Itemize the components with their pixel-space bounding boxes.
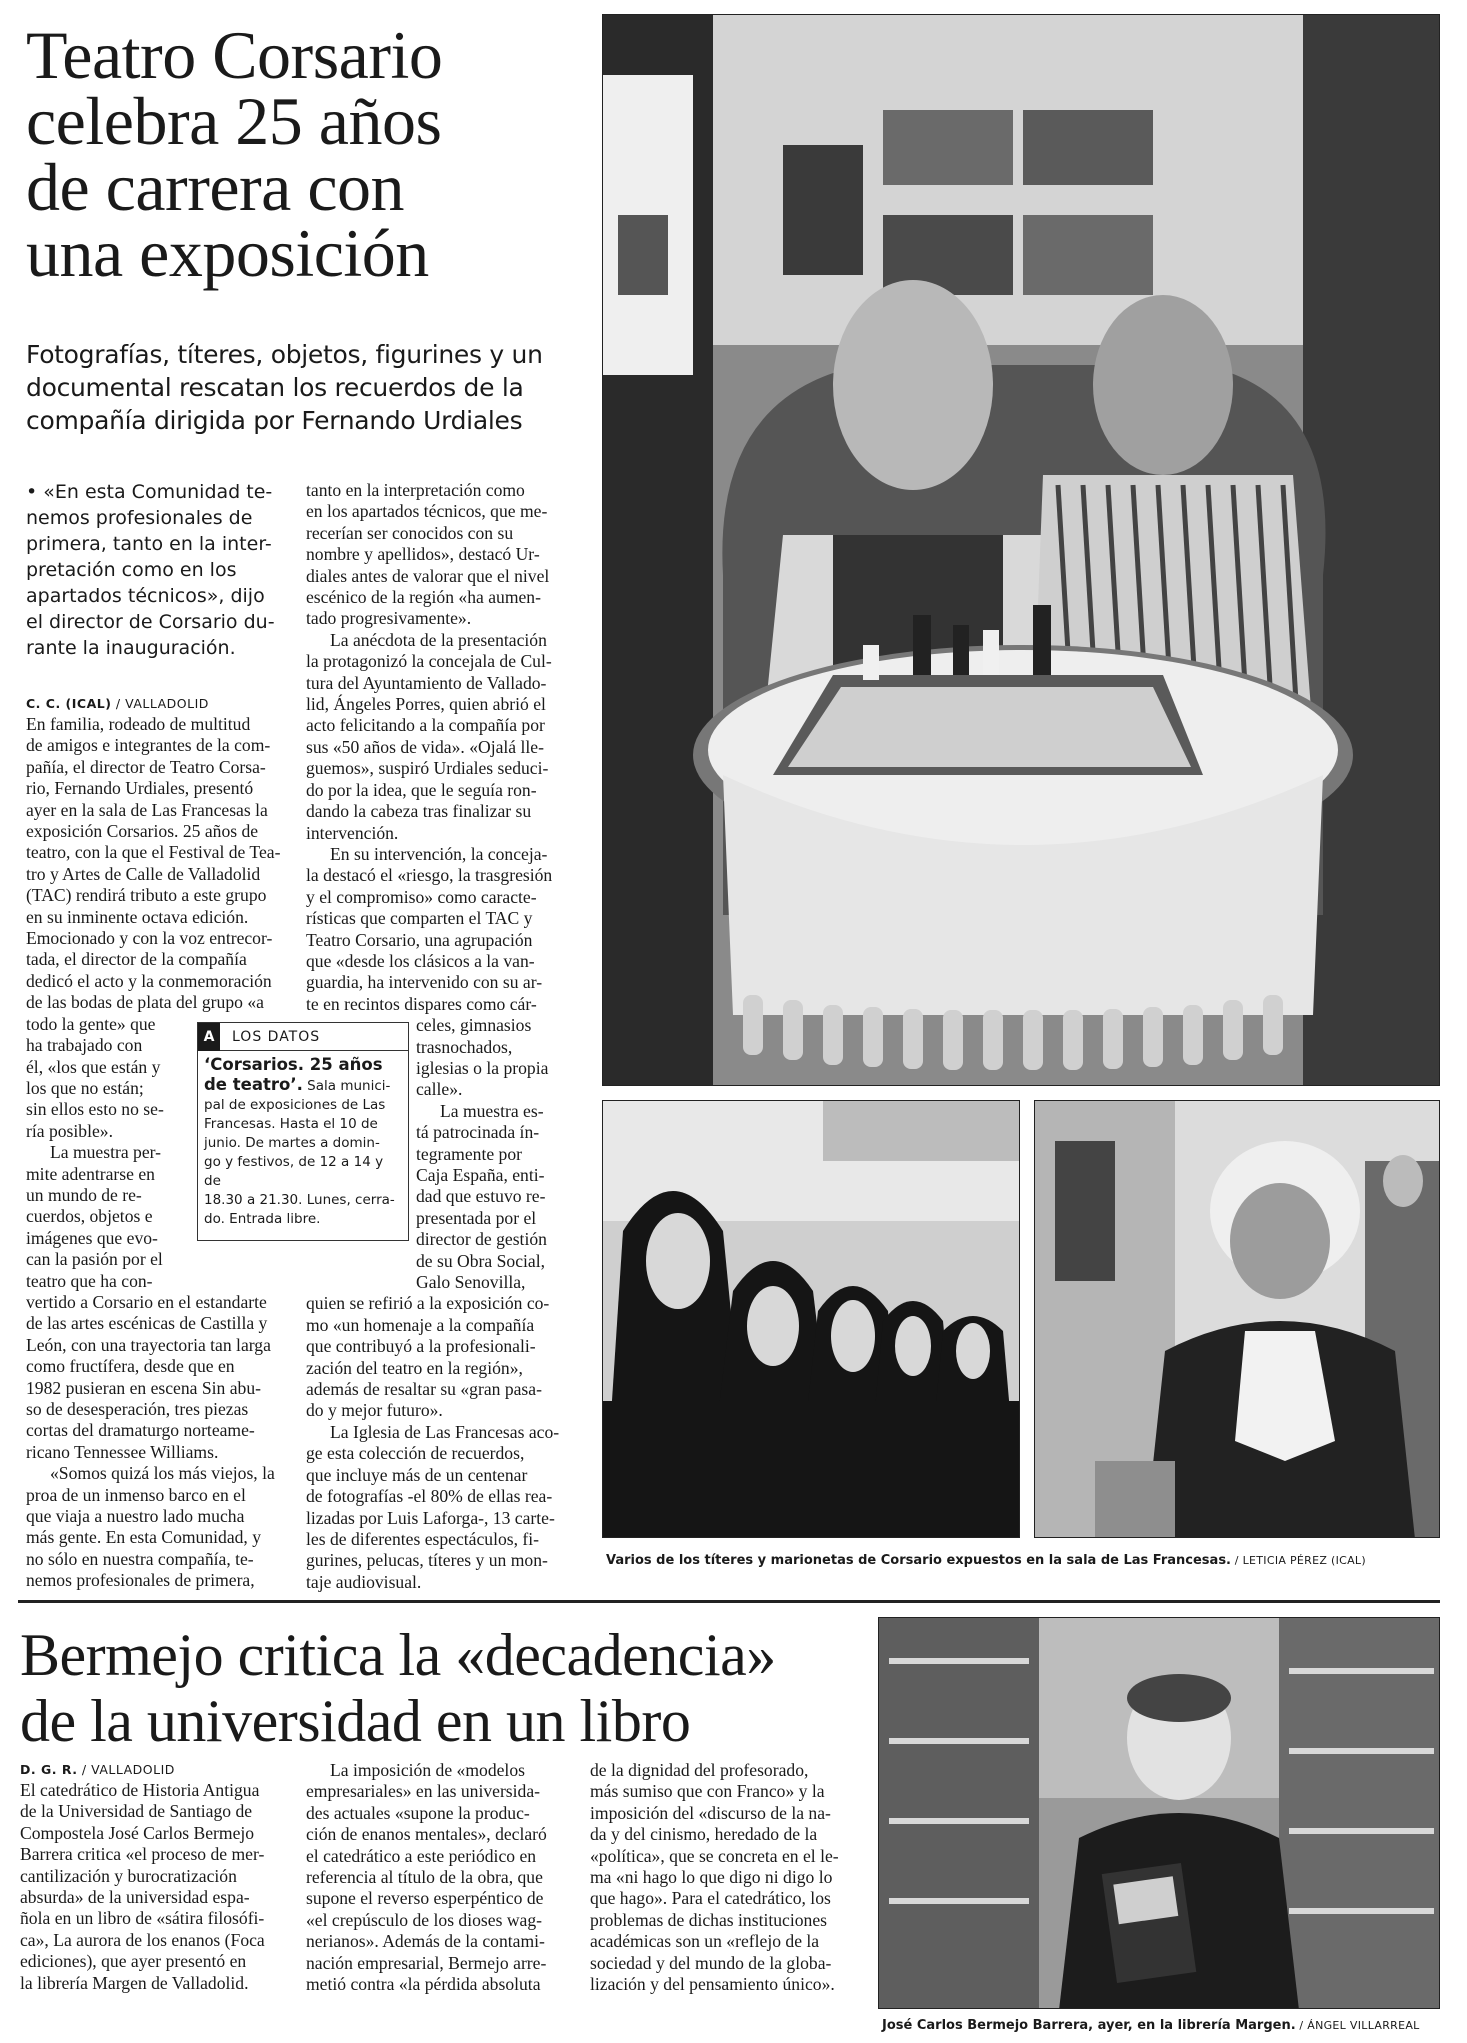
headline-line: de carrera con <box>26 149 405 225</box>
article2-headline <box>20 1622 880 1754</box>
text-line: de las bodas de plata del grupo «a <box>26 992 264 1013</box>
text-line: gurines, pelucas, títeres y un mon- <box>306 1550 548 1571</box>
text-line: tada, el director de la compañía <box>26 949 247 970</box>
text-line: dad que estuvo re- <box>416 1186 546 1207</box>
text-line: pañía, el director de Teatro Corsa- <box>26 756 266 777</box>
text-line: ha trabajado con <box>26 1035 143 1056</box>
text-line: más sumiso que con Franco» y la <box>590 1781 825 1802</box>
text-line: escénico de la región «ha aumen- <box>306 587 541 608</box>
text-line: exposición Corsarios. 25 años de <box>26 821 259 842</box>
text-line: sus «50 años de vida». «Ojalá lle- <box>306 736 544 757</box>
text-line: de las artes escénicas de Castilla y <box>26 1313 268 1334</box>
headline-line: Bermejo critica la «decadencia» <box>20 1622 776 1688</box>
puppets-chess-image <box>603 15 1440 1086</box>
text-line: en los apartados técnicos, que me- <box>306 501 548 522</box>
lead-line: nemos profesionales de <box>26 507 253 529</box>
text-line: como fructífera, desde que en <box>26 1356 235 1377</box>
text-line: empresariales» en las universida- <box>306 1781 541 1802</box>
text-line: ñola en un libro de «sátira filosófi- <box>20 1908 265 1929</box>
text-line: «Somos quizá los más viejos, la <box>50 1463 275 1484</box>
text-line: sociedad y del mundo de la globa- <box>590 1952 832 1973</box>
text-line: Caja España, enti- <box>416 1165 545 1185</box>
text-line: calle». <box>416 1079 463 1100</box>
text-line: lizadas por Luis Laforga-, 13 carte- <box>306 1507 555 1528</box>
datos-logo-icon: A <box>198 1023 220 1051</box>
text-line: 1982 pusieran en escena Sin abu- <box>26 1377 261 1398</box>
lead-line: pretación como en los <box>26 559 237 581</box>
text-line: dedicó el acto y la conmemoración <box>26 970 272 991</box>
article2-column-1 <box>20 1780 286 1994</box>
text-line: mite adentrarse en <box>26 1163 155 1184</box>
text-line: más gente. En esta Comunidad, y <box>26 1527 262 1548</box>
text-line: guemos», suspiró Urdiales seduci- <box>306 758 549 779</box>
text-line: cantilización y burocratización <box>20 1865 237 1886</box>
text-line: La muestra per- <box>50 1142 162 1163</box>
text-line: des actuales «supone la produc- <box>306 1802 530 1823</box>
text-line: Teatro Corsario, una agrupación <box>306 929 533 950</box>
text-line: quien se refirió a la exposición co- <box>306 1293 550 1314</box>
text-line: zación del teatro en la región», <box>306 1357 523 1378</box>
text-line: vertido a Corsario en el estandarte <box>26 1291 267 1312</box>
text-line: además de resaltar su «gran pasa- <box>306 1379 542 1400</box>
text-line: todo la gente» que <box>26 1013 156 1034</box>
datos-header <box>198 1023 408 1051</box>
text-line: supone el reverso esperpéntico de <box>306 1888 544 1909</box>
text-line: imágenes que evo- <box>26 1227 158 1248</box>
headline-line: una exposición <box>26 215 429 291</box>
text-line: él, «los que están y <box>26 1056 161 1077</box>
text-line: que «desde los clásicos a la van- <box>306 950 535 971</box>
text-line: can la pasión por el <box>26 1249 163 1270</box>
article1-byline: C. C. (ICAL) / VALLADOLID <box>26 696 209 711</box>
text-line: metió contra «la pérdida absoluta <box>306 1974 541 1995</box>
text-line: Compostela José Carlos Bermejo <box>20 1822 255 1843</box>
text-line: lid, Ángeles Porres, quien abrió el <box>306 694 546 715</box>
text-line: Galo Senovilla, <box>416 1272 526 1293</box>
hooded-figures-image <box>603 1101 1020 1538</box>
text-line: de la Universidad de Santiago de <box>20 1801 253 1822</box>
text-line: «política», que se concreta en el le- <box>590 1845 839 1866</box>
article1-photo-caption: Varios de los títeres y marionetas de Corsario expuestos en la sala de Las Francesas. / LETICIA PÉREZ (ICAL) <box>606 1553 1366 1568</box>
deck-line: Fotografías, títeres, objetos, figurines y un <box>26 340 543 369</box>
text-line: académicas son un «reflejo de la <box>590 1931 820 1952</box>
article1-deck <box>26 338 606 437</box>
datos-title: ‘Corsarios. 25 años <box>204 1055 383 1074</box>
text-line: Emocionado y con la voz entrecor- <box>26 928 273 949</box>
text-line: rísticas que comparten el TAC y <box>306 908 533 929</box>
headline-line: Teatro Corsario <box>26 17 443 93</box>
text-line: presentada por el <box>416 1207 537 1228</box>
text-line: tanto en la interpretación como <box>306 480 525 500</box>
text-line: nación empresarial, Bermejo arre- <box>306 1952 547 1973</box>
text-line: ca», La aurora de los enanos (Foca <box>20 1929 265 1950</box>
text-line: El catedrático de Historia Antigua <box>20 1780 260 1800</box>
old-man-puppet-image <box>1035 1101 1440 1538</box>
text-line: cortas del dramaturgo norteame- <box>26 1420 255 1441</box>
photo-bermejo-bookshop <box>878 1617 1440 2009</box>
lead-line: apartados técnicos», dijo <box>26 585 265 607</box>
text-line: taje audiovisual. <box>306 1571 422 1592</box>
datos-label: LOS DATOS <box>232 1028 321 1045</box>
text-line: de su Obra Social, <box>416 1250 545 1271</box>
text-line: la destacó el «riesgo, la trasgresión <box>306 865 553 886</box>
text-line: lización y del pensamiento único». <box>590 1974 835 1995</box>
text-line: absurda» de la universidad espa- <box>20 1887 250 1908</box>
lead-line: el director de Corsario du- <box>26 611 275 633</box>
text-line: director de gestión <box>416 1229 547 1250</box>
deck-line: compañía dirigida por Fernando Urdiales <box>26 406 523 435</box>
text-line: nemos profesionales de primera, <box>26 1570 255 1591</box>
text-line: recerían ser conocidos con su <box>306 522 514 543</box>
text-line: teatro, con la que el Festival de Tea- <box>26 842 281 863</box>
text-line: un mundo de re- <box>26 1184 142 1205</box>
text-line: la librería Margen de Valladolid. <box>20 1972 249 1993</box>
text-line: referencia al título de la obra, que <box>306 1867 543 1888</box>
text-line: «el crepúsculo de los dioses wag- <box>306 1909 542 1930</box>
main-photo-puppets-chess <box>602 14 1440 1086</box>
text-line: sin ellos esto no se- <box>26 1099 164 1120</box>
article2-column-3 <box>590 1760 862 1995</box>
text-line: ma «ni hago lo que digo ni digo lo <box>590 1867 833 1888</box>
text-line: tá patrocinada ín- <box>416 1122 540 1143</box>
text-line: La imposición de «modelos <box>330 1760 525 1780</box>
text-line: nombre y apellidos», destacó Ur- <box>306 544 540 565</box>
text-line: do y mejor futuro». <box>306 1400 443 1421</box>
text-line: da y del cinismo, heredado de la <box>590 1824 818 1845</box>
text-line: rio, Fernando Urdiales, presentó <box>26 778 254 799</box>
text-line: no sólo en nuestra compañía, te- <box>26 1548 254 1569</box>
text-line: La Iglesia de Las Francesas aco- <box>330 1421 560 1442</box>
text-line: iglesias o la propia <box>416 1057 549 1078</box>
text-line: de la dignidad del profesorado, <box>590 1760 809 1780</box>
article2-photo-caption: José Carlos Bermejo Barrera, ayer, en la librería Margen. / ÁNGEL VILLARREAL <box>882 2018 1420 2033</box>
text-line: acto felicitando a la compañía por <box>306 715 545 736</box>
deck-line: documental rescatan los recuerdos de la <box>26 373 524 402</box>
text-line: que hago». Para el catedrático, los <box>590 1888 831 1909</box>
text-line: ge esta colección de recuerdos, <box>306 1443 525 1464</box>
text-line: proa de un inmenso barco en el <box>26 1484 246 1505</box>
section-divider <box>18 1600 1440 1603</box>
text-line: La anécdota de la presentación <box>330 629 547 650</box>
headline-line: celebra 25 años <box>26 83 442 159</box>
text-line: de fotografías -el 80% de ellas rea- <box>306 1486 553 1507</box>
text-line: tro y Artes de Calle de Valladolid <box>26 863 261 884</box>
text-line: y el compromiso» como caracte- <box>306 886 537 907</box>
text-line: imposición del «discurso de la na- <box>590 1802 831 1823</box>
article2-column-2 <box>306 1760 572 1995</box>
lead-line: primera, tanto en la inter- <box>26 533 272 555</box>
photo-old-man-puppet <box>1034 1100 1440 1538</box>
text-line: en su inminente octava edición. <box>26 906 249 927</box>
text-line: la protagonizó la concejala de Cul- <box>306 651 552 672</box>
article2-byline: D. G. R. / VALLADOLID <box>20 1762 175 1777</box>
text-line: el catedrático a este periódico en <box>306 1845 537 1866</box>
text-line: que contribuyó a la profesionali- <box>306 1336 536 1357</box>
text-line: La muestra es- <box>440 1100 544 1121</box>
text-line: diales antes de valorar que el nivel <box>306 565 550 586</box>
text-line: te en recintos dispares como cár- <box>306 993 537 1014</box>
text-line: mo «un homenaje a la compañía <box>306 1314 535 1335</box>
bermejo-bookshop-image <box>879 1618 1440 2009</box>
text-line: tura del Ayuntamiento de Vallado- <box>306 672 547 693</box>
text-line: nerianos». Además de la contami- <box>306 1931 545 1952</box>
text-line: tegramente por <box>416 1143 523 1164</box>
text-line: (TAC) rendirá tributo a este grupo <box>26 885 267 906</box>
text-line: tado progresivamente». <box>306 608 472 629</box>
headline-line: de la universidad en un libro <box>20 1688 691 1754</box>
text-line: guardia, ha intervenido con su ar- <box>306 972 543 993</box>
text-line: ayer en la sala de Las Francesas la <box>26 799 268 820</box>
text-line: En familia, rodeado de multitud <box>26 714 251 734</box>
text-line: cuerdos, objetos e <box>26 1206 153 1227</box>
text-line: do por la idea, que le seguía ron- <box>306 779 537 800</box>
text-line: les de diferentes espectáculos, fi- <box>306 1528 540 1549</box>
text-line: so de desesperación, tres piezas <box>26 1399 249 1419</box>
text-line: problemas de dichas instituciones <box>590 1909 827 1930</box>
text-line: Barrera critica «el proceso de mer- <box>20 1844 265 1865</box>
text-line: ricano Tennessee Williams. <box>26 1441 219 1462</box>
lead-line: • «En esta Comunidad te- <box>26 481 273 503</box>
text-line: dando la cabeza tras finalizar su <box>306 801 532 822</box>
text-line: trasnochados, <box>416 1036 513 1057</box>
text-line: que viaja a nuestro lado mucha <box>26 1506 245 1527</box>
text-line: teatro que ha con- <box>26 1270 153 1291</box>
datos-body: ‘Corsarios. 25 años de teatro’. Sala munici- pal de exposiciones de Las Francesas. Hasta el 10 de junio. De martes a domin- go y festivos, de 12 a 14 y de 18.30 a 21.30. Lunes, cerra- do. Entrada libre. <box>198 1051 408 1235</box>
article1-lead <box>26 479 296 661</box>
text-line: León, con una trayectoria tan larga <box>26 1334 271 1355</box>
text-line: que incluye más de un centenar <box>306 1464 528 1485</box>
text-line: celes, gimnasios <box>416 1015 532 1036</box>
text-line: de amigos e integrantes de la com- <box>26 735 271 756</box>
photo-hooded-figures <box>602 1100 1020 1538</box>
lead-line: rante la inauguración. <box>26 637 236 659</box>
text-line: ediciones), que ayer presentó en <box>20 1951 247 1972</box>
text-line: los que no están; <box>26 1077 144 1098</box>
text-line: intervención. <box>306 822 399 843</box>
datos-box <box>197 1022 409 1241</box>
article1-headline <box>26 17 606 291</box>
text-line: ría posible». <box>26 1120 113 1141</box>
text-line: En su intervención, la conceja- <box>330 843 548 864</box>
text-line: ción de enanos mentales», declaró <box>306 1824 547 1845</box>
